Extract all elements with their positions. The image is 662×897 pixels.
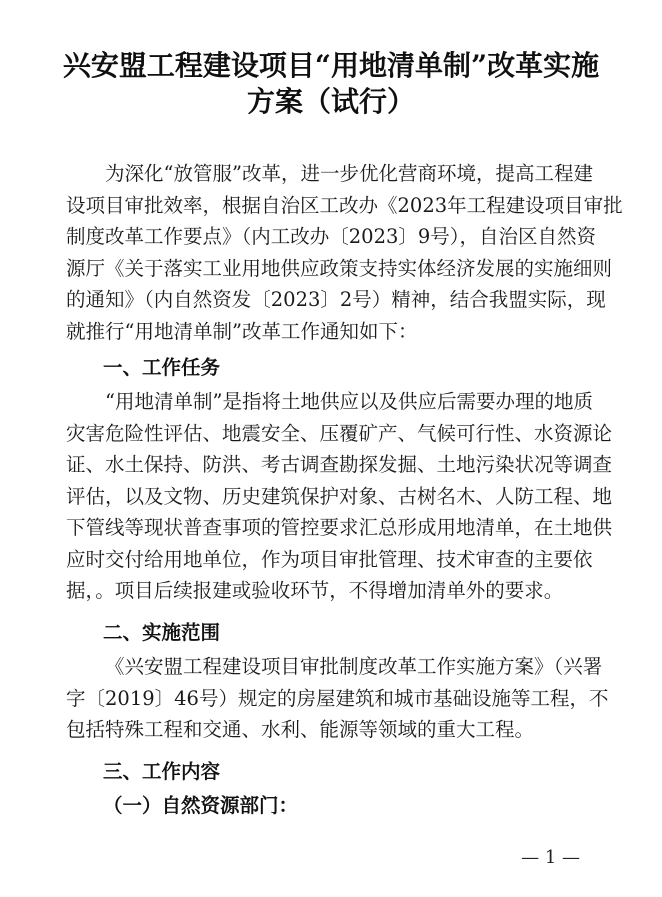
tasks-paragraph xyxy=(66,386,613,607)
paragraph-line: 制度改革工作要点》（内工改办〔2023〕9号），自治区自然资 xyxy=(66,225,597,248)
document-title xyxy=(40,48,622,120)
paragraph-line: 《兴安盟工程建设项目审批制度改革工作实施方案》（兴署 xyxy=(105,655,603,678)
paragraph-line: 字〔2019〕46号）规定的房屋建筑和城市基础设施等工程，不 xyxy=(66,686,609,710)
paragraph-line: 证、水土保持、防洪、考古调查勘探发掘、土地污染状况等调查 xyxy=(66,453,613,476)
intro-paragraph xyxy=(66,158,623,347)
paragraph-line: 的通知》（内自然资发〔2023〕2号）精神，结合我盟实际，现 xyxy=(66,288,606,311)
paragraph-line: 下管线等现状普查事项的管控要求汇总形成用地清单，在土地供 xyxy=(66,516,613,539)
paragraph-line: 设项目审批效率，根据自治区工改办《2023年工程建设项目审批 xyxy=(66,193,623,217)
scope-paragraph xyxy=(66,651,609,746)
paragraph-line: 为深化“放管服”改革，进一步优化营商环境，提高工程建 xyxy=(105,162,593,185)
page-number: — 1 — xyxy=(521,847,580,868)
title-line-1: 兴安盟工程建设项目“用地清单制”改革实施 xyxy=(62,49,600,82)
paragraph-line: 评估，以及文物、历史建筑保护对象、古树名木、人防工程、地 xyxy=(66,484,613,508)
paragraph-line: 据，。项目后续报建或验收环节，不得增加清单外的要求。 xyxy=(66,579,564,602)
section-heading-tasks: 一、工作任务 xyxy=(103,356,221,379)
paragraph-line: 包括特殊工程和交通、水利、能源等领域的重大工程。 xyxy=(66,718,535,741)
paragraph-line: 应时交付给用地单位，作为项目审批管理、技术审查的主要依 xyxy=(66,547,593,571)
section-heading-content: 三、工作内容 xyxy=(103,760,221,783)
paragraph-line: 源厅《关于落实工业用地供应政策支持实体经济发展的实施细则 xyxy=(66,256,613,280)
subsection-heading-natural-resources: （一）自然资源部门： xyxy=(103,794,299,817)
title-line-2: 方案（试行） xyxy=(246,85,415,118)
paragraph-line: 就推行“用地清单制”改革工作通知如下： xyxy=(66,319,418,343)
section-heading-scope: 二、实施范围 xyxy=(103,621,221,644)
paragraph-line: 灾害危险性评估、地震安全、压覆矿产、气候可行性、水资源论 xyxy=(66,421,613,445)
paragraph-line: “用地清单制”是指将土地供应以及供应后需要办理的地质 xyxy=(105,390,593,413)
